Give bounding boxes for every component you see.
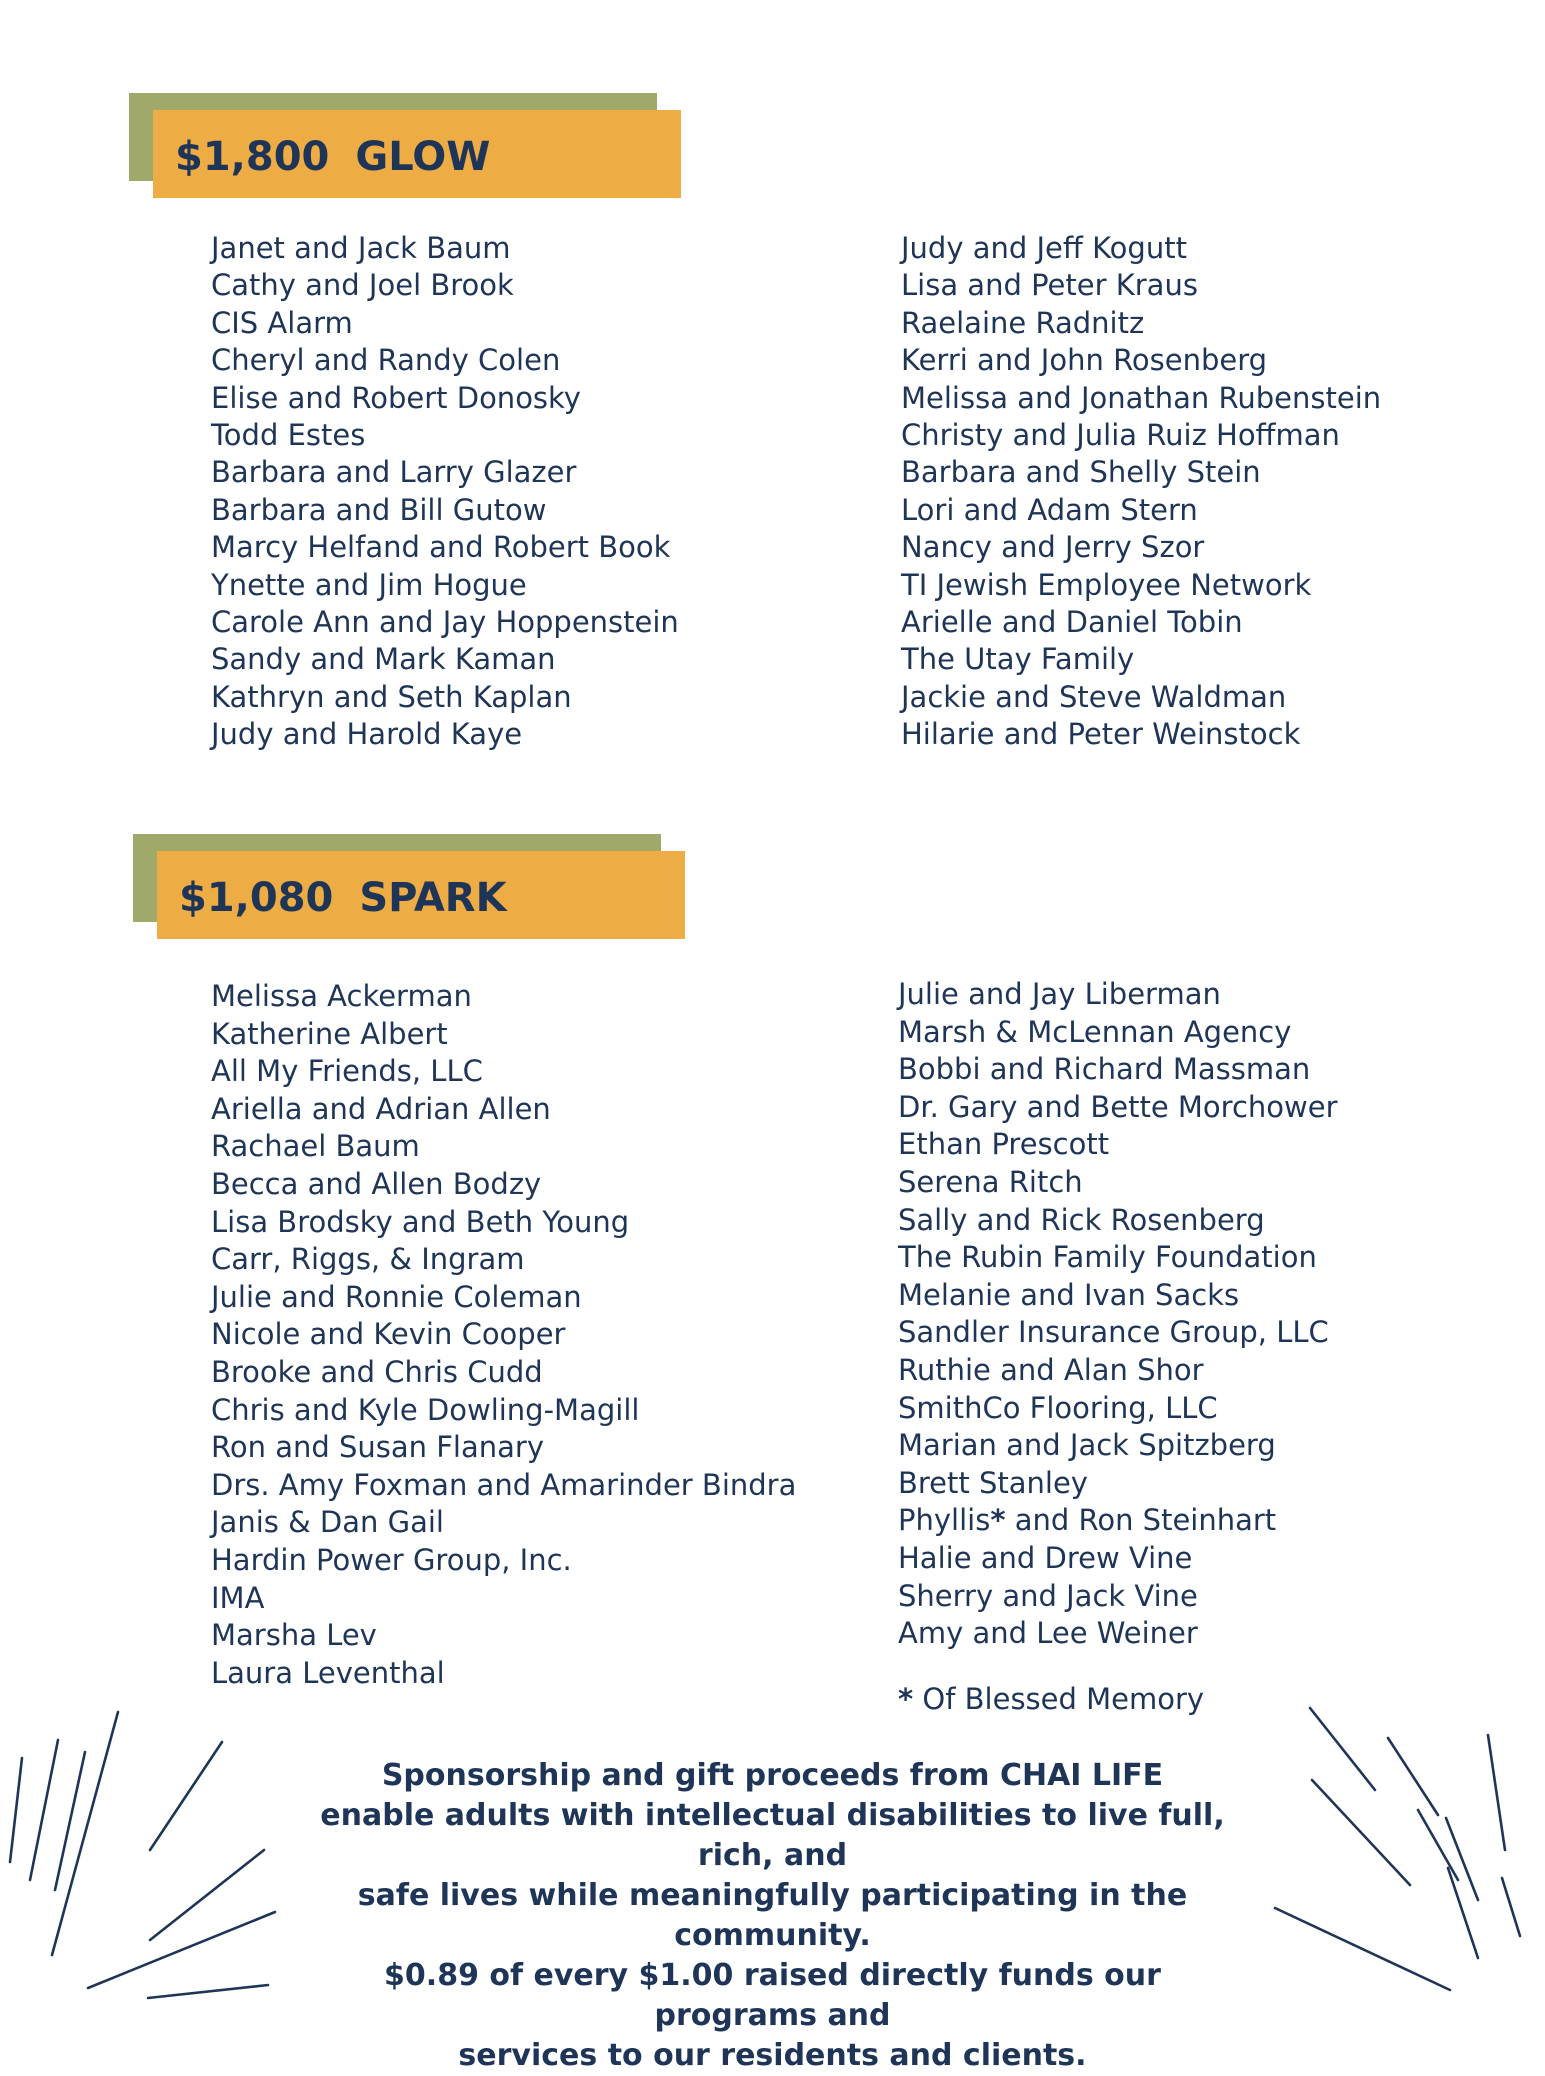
donor-name: Barbara and Shelly Stein	[901, 455, 1261, 490]
memorial-marker: *	[990, 1503, 1006, 1538]
donor-name: Amy and Lee Weiner	[898, 1616, 1198, 1651]
donor-name: Ron and Susan Flanary	[211, 1430, 544, 1465]
donor-name: Melissa and Jonathan Rubenstein	[901, 380, 1382, 415]
donor-name: Sandler Insurance Group, LLC	[898, 1315, 1329, 1350]
donor-name: Nancy and Jerry Szor	[901, 530, 1205, 565]
donor-name: Ariella and Adrian Allen	[211, 1091, 551, 1126]
closing-line: services to our residents and clients.	[458, 2038, 1087, 2073]
donor-name: Cathy and Joel Brook	[211, 268, 514, 303]
donor-name: Barbara and Bill Gutow	[211, 492, 547, 527]
glow-tier-name: GLOW	[355, 134, 491, 180]
donor-name: Halie and Drew Vine	[898, 1540, 1193, 1575]
donor-name: All My Friends, LLC	[211, 1054, 483, 1089]
donor-name: Todd Estes	[211, 417, 366, 452]
donor-name: Cheryl and Randy Colen	[211, 343, 561, 378]
donor-name: Bobbi and Richard Massman	[898, 1052, 1311, 1087]
donor-name: Kathryn and Seth Kaplan	[211, 679, 572, 714]
donor-name: Marcy Helfand and Robert Book	[211, 530, 671, 565]
closing-line: $0.89 of every $1.00 raised directly funds our programs and	[384, 1958, 1161, 2033]
donor-name: Melanie and Ivan Sacks	[898, 1277, 1240, 1312]
donor-name: Kerri and John Rosenberg	[901, 343, 1268, 378]
donor-name: Nicole and Kevin Cooper	[211, 1317, 566, 1352]
donor-name: Brooke and Chris Cudd	[211, 1354, 543, 1389]
donor-name: Julie and Ronnie Coleman	[211, 1279, 582, 1314]
donor-name: Ynette and Jim Hogue	[211, 567, 527, 602]
footnote-text: Of Blessed Memory	[913, 1682, 1205, 1716]
donor-name: Lisa Brodsky and Beth Young	[211, 1204, 630, 1239]
footnote-marker: *	[898, 1682, 914, 1716]
donor-name: Christy and Julia Ruiz Hoffman	[901, 417, 1340, 452]
donor-name: Janis & Dan Gail	[211, 1505, 444, 1540]
donor-name: The Utay Family	[901, 642, 1135, 677]
donor-name: Arielle and Daniel Tobin	[901, 604, 1243, 639]
donor-name: Elise and Robert Donosky	[211, 380, 581, 415]
donor-name: Marsh & McLennan Agency	[898, 1014, 1292, 1049]
donor-name: Judy and Harold Kaye	[211, 717, 523, 752]
donor-name: Marian and Jack Spitzberg	[898, 1428, 1276, 1463]
donor-name: Phyllis* and Ron Steinhart	[898, 1503, 1277, 1538]
spark-tier-name: SPARK	[359, 875, 507, 921]
donor-name: Raelaine Radnitz	[901, 305, 1145, 340]
glow-tier-amount: $1,800	[175, 134, 330, 180]
donor-name: Katherine Albert	[211, 1016, 448, 1051]
donor-name: Ruthie and Alan Shor	[898, 1352, 1204, 1387]
donor-name: Dr. Gary and Bette Morchower	[898, 1089, 1338, 1124]
donor-name: Serena Ritch	[898, 1164, 1083, 1199]
donor-name: Lori and Adam Stern	[901, 492, 1198, 527]
spark-tier-amount: $1,080	[179, 875, 334, 921]
donor-name: CIS Alarm	[211, 305, 353, 340]
donor-name: Sandy and Mark Kaman	[211, 642, 556, 677]
donor-name: IMA	[211, 1580, 265, 1615]
donor-name: Carr, Riggs, & Ingram	[211, 1242, 525, 1277]
donor-name: Hardin Power Group, Inc.	[211, 1542, 572, 1577]
donor-name: Hilarie and Peter Weinstock	[901, 717, 1301, 752]
closing-line: safe lives while meaningfully participating in the community.	[357, 1878, 1188, 1953]
donor-name: Lisa and Peter Kraus	[901, 268, 1198, 303]
donor-name: Brett Stanley	[898, 1465, 1088, 1500]
donor-name: Marsha Lev	[211, 1618, 377, 1653]
donor-name: TI Jewish Employee Network	[901, 567, 1312, 602]
donor-name: Janet and Jack Baum	[211, 231, 511, 265]
donor-name: Chris and Kyle Dowling-Magill	[211, 1392, 640, 1427]
donor-name: Ethan Prescott	[898, 1127, 1110, 1162]
donor-name: Julie and Jay Liberman	[898, 977, 1221, 1011]
donor-name: The Rubin Family Foundation	[898, 1240, 1317, 1275]
closing-line: Sponsorship and gift proceeds from CHAI LIFE	[381, 1758, 1164, 1793]
donor-name: Melissa Ackerman	[211, 979, 472, 1013]
donor-name: Judy and Jeff Kogutt	[901, 231, 1187, 265]
closing-line: enable adults with intellectual disabilities to live full, rich, and	[320, 1798, 1225, 1873]
donor-name: Carole Ann and Jay Hoppenstein	[211, 604, 679, 639]
donor-name: Sherry and Jack Vine	[898, 1578, 1198, 1613]
donor-name: Rachael Baum	[211, 1129, 420, 1164]
donor-name: Jackie and Steve Waldman	[901, 679, 1287, 714]
donor-name: Barbara and Larry Glazer	[211, 455, 577, 490]
donor-name: SmithCo Flooring, LLC	[898, 1390, 1218, 1425]
donor-name: Becca and Allen Bodzy	[211, 1166, 542, 1201]
donor-name: Drs. Amy Foxman and Amarinder Bindra	[211, 1467, 797, 1502]
donor-name: Sally and Rick Rosenberg	[898, 1202, 1265, 1237]
donor-name: Laura Leventhal	[211, 1655, 445, 1690]
